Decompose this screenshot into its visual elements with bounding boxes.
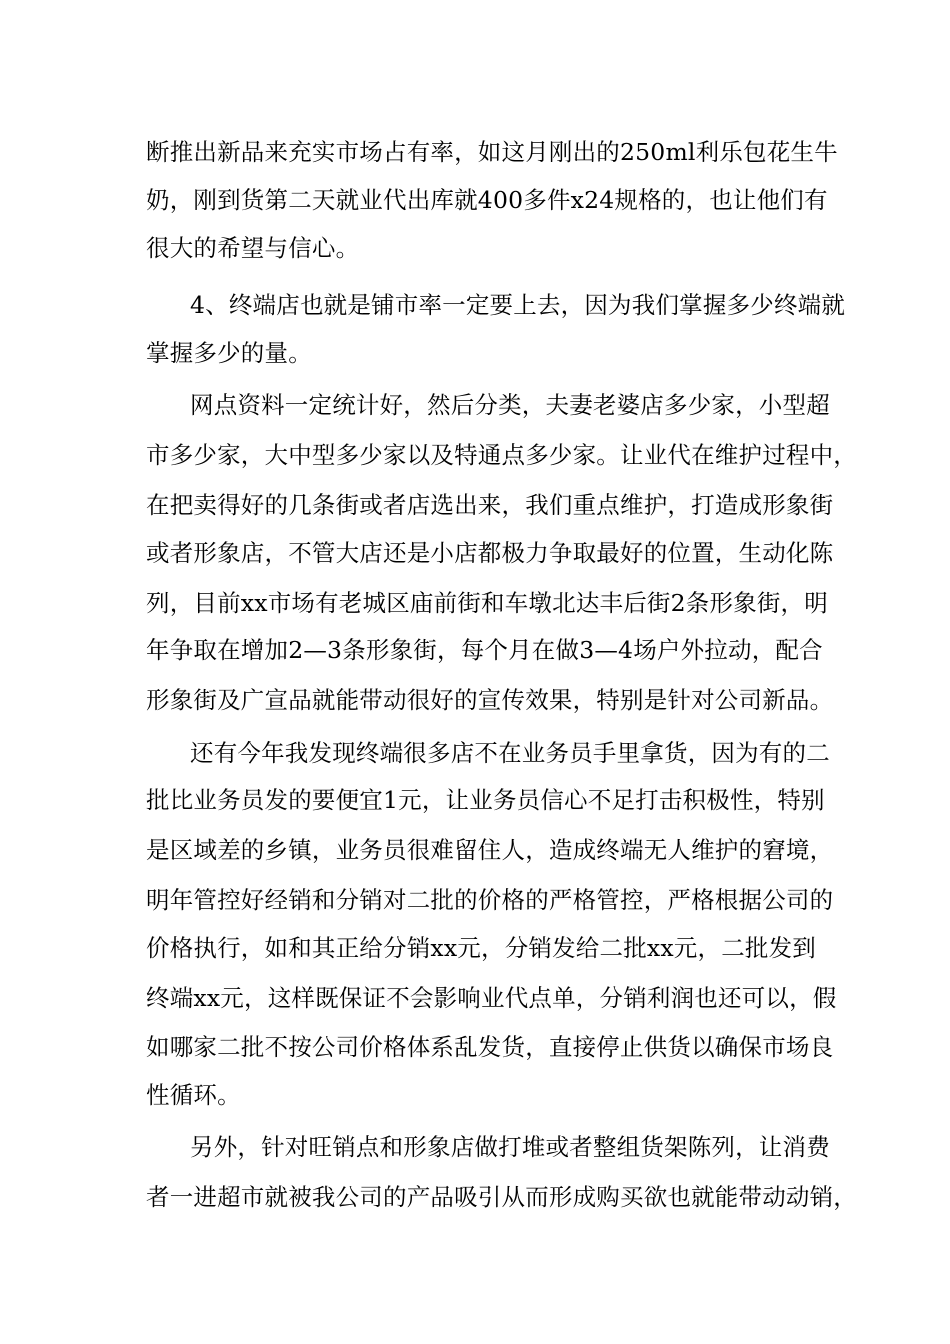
text-line: 4、终端店也就是铺市率一定要上去，因为我们掌握多少终端就 (190, 291, 846, 319)
text-line: 掌握多少的量。 (146, 339, 312, 367)
text-line: 性循环。 (146, 1081, 241, 1109)
text-line: 很大的希望与信心。 (146, 234, 360, 262)
text-line: 者一进超市就被我公司的产品吸引从而形成购买欲也就能带动动销， (146, 1183, 857, 1211)
text-line: 年争取在增加2—3条形象街，每个月在做3—4场户外拉动，配合 (146, 636, 823, 664)
text-line: 批比业务员发的要便宜1元，让业务员信心不足打击积极性，特别 (146, 786, 825, 814)
text-line: 价格执行，如和其正给分销xx元，分销发给二批xx元，二批发到 (146, 934, 817, 962)
text-line: 断推出新品来充实市场占有率，如这月刚出的250ml利乐包花生牛 (146, 138, 838, 166)
text-line: 或者形象店，不管大店还是小店都极力争取最好的位置，生动化陈 (146, 539, 834, 567)
text-line: 市多少家，大中型多少家以及特通点多少家。让业代在维护过程中， (146, 441, 857, 469)
text-line: 在把卖得好的几条街或者店选出来，我们重点维护，打造成形象街 (146, 491, 834, 519)
text-line: 另外，针对旺销点和形象店做打堆或者整组货架陈列，让消费 (190, 1133, 830, 1161)
text-line: 终端xx元，这样既保证不会影响业代点单，分销利润也还可以，假 (146, 984, 837, 1012)
text-line: 明年管控好经销和分销对二批的价格的严格管控，严格根据公司的 (146, 886, 834, 914)
text-line: 奶，刚到货第二天就业代出库就400多件x24规格的，也让他们有 (146, 186, 828, 214)
text-line: 如哪家二批不按公司价格体系乱发货，直接停止供货以确保市场良 (146, 1033, 834, 1061)
text-line: 形象街及广宣品就能带动很好的宣传效果，特别是针对公司新品。 (146, 686, 834, 714)
text-line: 是区域差的乡镇，业务员很难留住人，造成终端无人维护的窘境， (146, 836, 834, 864)
text-line: 网点资料一定统计好，然后分类，夫妻老婆店多少家，小型超 (190, 391, 830, 419)
text-line: 列，目前xx市场有老城区庙前街和车墩北达丰后街2条形象街，明 (146, 589, 828, 617)
text-line: 还有今年我发现终端很多店不在业务员手里拿货，因为有的二 (190, 739, 830, 767)
